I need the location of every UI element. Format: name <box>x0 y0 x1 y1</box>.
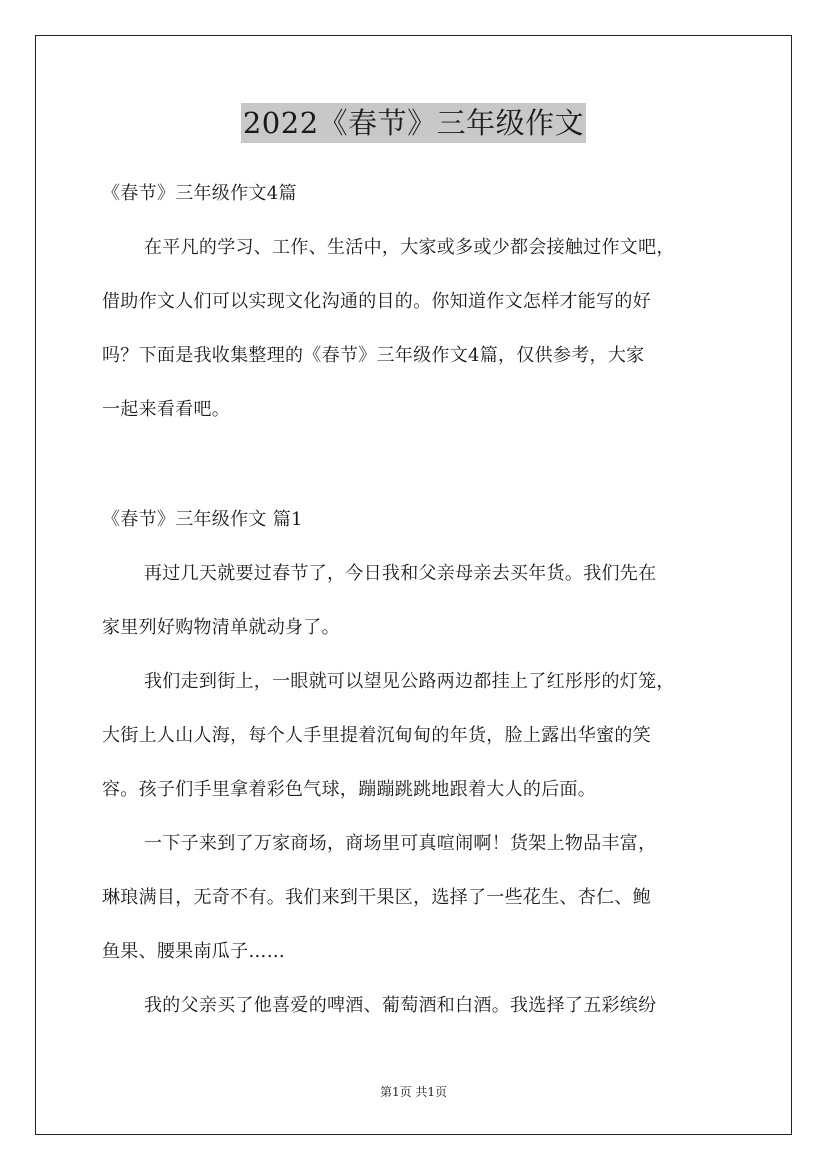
body-line: 鱼果、腰果南瓜子…… <box>102 941 285 962</box>
section-heading: 《春节》三年级作文 篇1 <box>102 509 303 530</box>
body-line: 再过几天就要过春节了，今日我和父亲母亲去买年货。我们先在 <box>144 563 657 584</box>
body-line: 家里列好购物清单就动身了。 <box>102 617 340 638</box>
document-subtitle: 《春节》三年级作文4篇 <box>102 183 297 204</box>
body-line: 容。孩子们手里拿着彩色气球，蹦蹦跳跳地跟着大人的后面。 <box>102 779 597 800</box>
intro-line: 在平凡的学习、工作、生活中，大家或多或少都会接触过作文吧， <box>144 237 675 258</box>
intro-line: 借助作文人们可以实现文化沟通的目的。你知道作文怎样才能写的好 <box>102 291 651 312</box>
body-line: 琳琅满目，无奇不有。我们来到干果区，选择了一些花生、杏仁、鲍 <box>102 887 651 908</box>
body-line: 大街上人山人海，每个人手里提着沉甸甸的年货，脸上露出华蜜的笑 <box>102 725 651 746</box>
document-title: 2022《春节》三年级作文 <box>241 103 586 143</box>
body-line: 一下子来到了万家商场，商场里可真喧闹啊！货架上物品丰富， <box>144 833 657 854</box>
title-container <box>0 103 827 143</box>
body-line: 我的父亲买了他喜爱的啤酒、葡萄酒和白酒。我选择了五彩缤纷 <box>144 995 657 1016</box>
intro-line: 吗？下面是我收集整理的《春节》三年级作文4篇，仅供参考，大家 <box>102 345 645 366</box>
page-footer: 第1页 共1页 <box>379 1085 448 1099</box>
intro-line: 一起来看看吧。 <box>102 399 231 420</box>
body-line: 我们走到街上，一眼就可以望见公路两边都挂上了红彤彤的灯笼， <box>144 671 675 692</box>
